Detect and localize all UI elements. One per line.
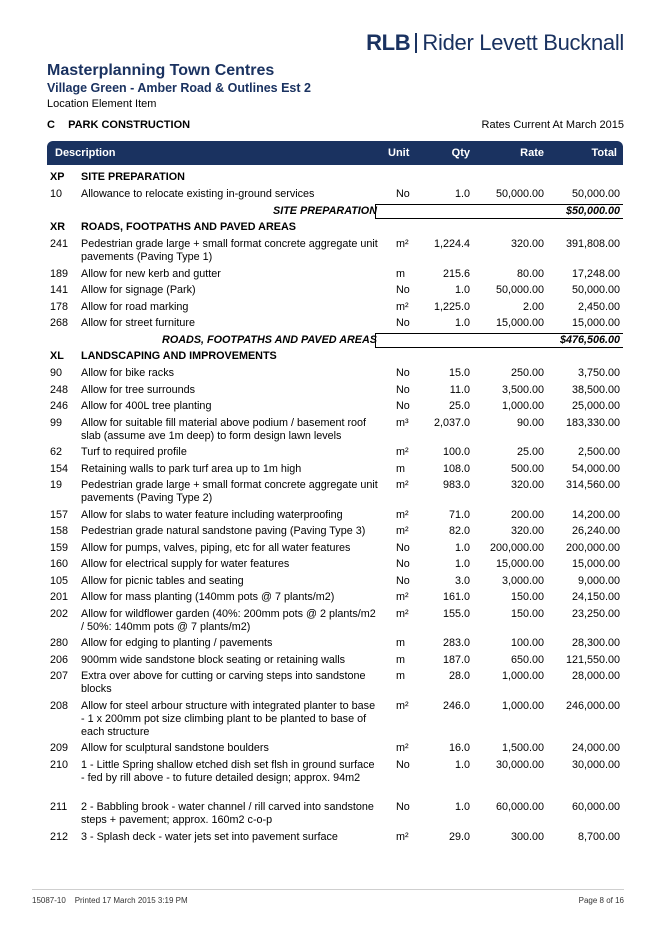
- item-total: 30,000.00: [571, 758, 620, 771]
- table-row: [47, 509, 623, 526]
- company-logo: [366, 30, 624, 56]
- item-total: 8,700.00: [577, 830, 620, 843]
- item-description: 3 - Splash deck - water jets set into pavement surface: [81, 830, 338, 843]
- item-description: 900mm wide sandstone block seating or retaining walls: [81, 653, 346, 666]
- item-qty: 100.0: [442, 446, 470, 458]
- item-code: 157: [50, 508, 69, 521]
- item-unit: m: [396, 462, 405, 475]
- item-description: Allow for wildflower garden (40%: 200mm pots @ 2 plants/m2 / 50%: 140mm pots @ 7 plants/m2): [81, 607, 376, 633]
- table-row: [47, 188, 623, 205]
- item-rate: 30,000.00: [495, 758, 544, 771]
- table-row: [47, 367, 623, 384]
- item-unit: m²: [396, 446, 409, 458]
- item-code: 201: [50, 591, 69, 603]
- item-total: 314,560.00: [565, 479, 620, 491]
- item-description: Retaining walls to park turf area up to 1m high: [81, 462, 302, 475]
- item-total: 391,808.00: [565, 238, 620, 250]
- item-code: 211: [50, 801, 68, 813]
- item-qty: 155.0: [442, 607, 470, 620]
- page-number: Page 8 of 16: [578, 896, 624, 905]
- table-row: [47, 525, 623, 542]
- item-total: 28,300.00: [571, 637, 620, 649]
- item-total: 24,000.00: [571, 742, 620, 754]
- item-code: 154: [50, 462, 69, 475]
- item-code: 241: [50, 238, 69, 250]
- logo-separator: [415, 33, 417, 53]
- item-rate: 1,500.00: [501, 742, 544, 754]
- rates-current: Rates Current At March 2015: [481, 119, 624, 131]
- item-description: Extra over above for cutting or carving steps into sandstone blocks: [81, 670, 366, 695]
- item-total: 15,000.00: [571, 558, 620, 570]
- item-total: 38,500.00: [571, 383, 620, 396]
- item-unit: No: [396, 574, 410, 587]
- table-row: [47, 670, 623, 700]
- item-code: 212: [50, 830, 69, 843]
- item-unit: m: [396, 267, 405, 280]
- item-description: Allow for sculptural sandstone boulders: [81, 742, 269, 754]
- item-rate: 1,000.00: [501, 400, 544, 412]
- item-rate: 150.00: [510, 607, 544, 620]
- item-qty: 1.0: [454, 758, 470, 771]
- item-unit: m²: [396, 607, 409, 620]
- column-unit: Unit: [388, 147, 410, 159]
- table-header: [47, 141, 623, 165]
- item-qty: 1.0: [454, 541, 470, 554]
- document-subtitle: Village Green - Amber Road & Outlines Est 2: [47, 81, 311, 95]
- item-rate: 3,000.00: [501, 574, 544, 587]
- table-row: [47, 637, 623, 654]
- group-title: LANDSCAPING AND IMPROVEMENTS: [81, 350, 277, 362]
- item-code: 160: [50, 558, 69, 570]
- item-unit: No: [396, 801, 410, 813]
- item-code: 268: [50, 317, 69, 329]
- item-rate: 15,000.00: [495, 317, 544, 329]
- item-description: Turf to required profile: [81, 446, 187, 458]
- item-qty: 161.0: [442, 591, 470, 603]
- item-code: 208: [50, 699, 69, 712]
- item-unit: m²: [396, 508, 409, 521]
- item-total: 17,248.00: [571, 267, 620, 280]
- item-qty: 71.0: [448, 508, 470, 521]
- table-row: [47, 268, 623, 285]
- column-qty: Qty: [451, 147, 470, 159]
- section-heading: [47, 119, 190, 131]
- table-row: [47, 608, 623, 638]
- item-total: 24,150.00: [571, 591, 620, 603]
- subtotal-row: [47, 334, 623, 351]
- table-row: [47, 384, 623, 401]
- item-rate: 320.00: [510, 238, 544, 250]
- item-description: Allow for street furniture: [81, 317, 196, 329]
- table-row: [47, 463, 623, 480]
- table-row: [47, 284, 623, 301]
- item-unit: m²: [396, 830, 409, 843]
- item-qty: 82.0: [448, 525, 470, 537]
- logo-abbr: RLB: [366, 30, 411, 55]
- column-description: Description: [55, 147, 116, 159]
- item-unit: m²: [396, 699, 409, 712]
- subtotal-label: ROADS, FOOTPATHS AND PAVED AREAS: [162, 333, 377, 346]
- item-unit: No: [396, 367, 410, 379]
- item-description: Allow for electrical supply for water features: [81, 558, 290, 570]
- item-qty: 15.0: [448, 367, 470, 379]
- item-description: Allow for suitable fill material above podium / basement roof slab (assume ave 1m deep) to form design lawn levels: [81, 416, 367, 442]
- item-qty: 283.0: [442, 637, 470, 649]
- item-code: 99: [50, 416, 63, 429]
- group-heading-row: [47, 221, 623, 238]
- item-total: 50,000.00: [571, 284, 620, 296]
- item-description: Allow for signage (Park): [81, 284, 196, 296]
- section-code: C: [47, 119, 55, 131]
- table-row: [47, 700, 623, 743]
- item-description: Pedestrian grade large + small format concrete aggregate unit pavements (Paving Type 1): [81, 238, 378, 263]
- group-heading-row: [47, 171, 623, 188]
- item-code: 280: [50, 637, 69, 649]
- item-description: 1 - Little Spring shallow etched dish set flsh in ground surface - fed by rill above - to future detailed design; approx. 94m2: [81, 758, 375, 784]
- item-total: 246,000.00: [565, 699, 620, 712]
- item-description: Allow for slabs to water feature including waterproofing: [81, 508, 343, 521]
- item-qty: 1.0: [454, 558, 470, 570]
- item-rate: 1,000.00: [501, 670, 544, 682]
- item-qty: 187.0: [442, 653, 470, 666]
- item-rate: 90.00: [516, 416, 544, 429]
- item-rate: 200,000.00: [489, 541, 544, 554]
- table-row: [47, 542, 623, 559]
- item-qty: 28.0: [448, 670, 470, 682]
- item-unit: m²: [396, 300, 409, 313]
- item-qty: 11.0: [449, 383, 470, 396]
- item-code: XP: [50, 171, 65, 183]
- footer-divider: [32, 889, 624, 890]
- item-rate: 150.00: [510, 591, 544, 603]
- item-qty: 108.0: [442, 462, 470, 475]
- item-rate: 80.00: [516, 267, 544, 280]
- item-unit: No: [396, 284, 410, 296]
- item-total: 2,450.00: [577, 300, 620, 313]
- item-total: 2,500.00: [577, 446, 620, 458]
- item-code: 10: [50, 188, 63, 200]
- location-label: Location Element Item: [47, 98, 157, 110]
- item-rate: 250.00: [510, 367, 544, 379]
- item-unit: m: [396, 637, 405, 649]
- column-rate: Rate: [520, 147, 544, 159]
- item-unit: No: [396, 188, 410, 200]
- item-rate: 15,000.00: [495, 558, 544, 570]
- printed-date: Printed 17 March 2015 3:19 PM: [74, 896, 188, 905]
- item-code: 248: [50, 383, 69, 396]
- item-rate: 500.00: [510, 462, 544, 475]
- group-title: ROADS, FOOTPATHS AND PAVED AREAS: [81, 221, 296, 233]
- item-code: 105: [50, 574, 69, 587]
- item-rate: 25.00: [516, 446, 544, 458]
- item-unit: m²: [396, 525, 409, 537]
- table-row: [47, 317, 623, 334]
- item-rate: 320.00: [510, 525, 544, 537]
- table-row: [47, 591, 623, 608]
- item-description: 2 - Babbling brook - water channel / rill carved into sandstone steps + pavement; approx. 160m2 c-o-p: [81, 801, 374, 826]
- item-description: Allow for pumps, valves, piping, etc for all water features: [81, 541, 351, 554]
- item-unit: No: [396, 758, 410, 771]
- item-description: Allow for mass planting (140mm pots @ 7 plants/m2): [81, 591, 335, 603]
- table-row: [47, 558, 623, 575]
- item-code: 246: [50, 400, 69, 412]
- item-code: 189: [50, 267, 69, 280]
- item-total: 14,200.00: [571, 508, 620, 521]
- item-qty: 1,225.0: [433, 300, 470, 313]
- item-code: 207: [50, 670, 69, 682]
- item-code: 178: [50, 300, 69, 313]
- table-row: [47, 742, 623, 759]
- document-title: Masterplanning Town Centres: [47, 62, 275, 79]
- item-rate: 50,000.00: [495, 284, 544, 296]
- item-rate: 60,000.00: [495, 801, 544, 813]
- item-total: 54,000.00: [571, 462, 620, 475]
- item-unit: m²: [396, 742, 409, 754]
- item-description: Allow for tree surrounds: [81, 383, 196, 396]
- item-qty: 1.0: [454, 317, 470, 329]
- item-total: 25,000.00: [571, 400, 620, 412]
- item-rate: 200.00: [510, 508, 544, 521]
- item-code: 19: [50, 479, 63, 491]
- item-unit: m²: [396, 238, 409, 250]
- item-unit: m³: [396, 416, 409, 429]
- item-description: Allow for new kerb and gutter: [81, 267, 221, 280]
- item-unit: m: [396, 670, 405, 682]
- item-unit: No: [396, 317, 410, 329]
- item-description: Pedestrian grade large + small format concrete aggregate unit pavements (Paving Type 2): [81, 479, 378, 504]
- item-unit: No: [396, 541, 410, 554]
- item-description: Allow for bike racks: [81, 367, 175, 379]
- item-code: 206: [50, 653, 69, 666]
- item-code: XL: [50, 350, 64, 362]
- item-qty: 2,037.0: [433, 416, 470, 429]
- item-unit: No: [396, 558, 410, 570]
- table-row: [47, 654, 623, 671]
- item-code: 62: [50, 446, 63, 458]
- item-total: 9,000.00: [577, 574, 620, 587]
- subtotal-row: [47, 205, 623, 222]
- section-name: PARK CONSTRUCTION: [68, 119, 191, 131]
- item-total: 3,750.00: [577, 367, 620, 379]
- item-description: Allow for steel arbour structure with integrated planter to base - 1 x 200mm pot size climbing plant to be planted to base of each structure: [81, 699, 376, 738]
- item-code: 90: [50, 367, 63, 379]
- item-code: 202: [50, 607, 69, 620]
- item-code: 209: [50, 742, 69, 754]
- item-rate: 1,000.00: [501, 699, 544, 712]
- column-total: Total: [591, 147, 617, 159]
- job-number: 15087-10: [32, 896, 66, 905]
- footer-printed: [32, 896, 188, 905]
- table-row: [47, 575, 623, 592]
- table-row: [47, 479, 623, 509]
- item-qty: 29.0: [448, 830, 470, 843]
- item-total: 200,000.00: [565, 541, 620, 554]
- item-unit: m: [396, 653, 405, 666]
- item-code: 141: [50, 284, 69, 296]
- subtotal-amount: $476,506.00: [559, 333, 620, 346]
- item-total: 121,550.00: [565, 653, 620, 666]
- item-rate: 100.00: [510, 637, 544, 649]
- item-rate: 2.00: [522, 300, 544, 313]
- item-qty: 16.0: [448, 742, 470, 754]
- item-qty: 983.0: [442, 479, 470, 491]
- item-code: XR: [50, 221, 65, 233]
- table-row: [47, 301, 623, 318]
- table-row: [47, 831, 623, 848]
- item-qty: 1,224.4: [433, 238, 470, 250]
- item-total: 183,330.00: [565, 416, 620, 429]
- item-qty: 215.6: [442, 267, 470, 280]
- item-description: Allowance to relocate existing in-ground services: [81, 188, 315, 200]
- item-description: Allow for edging to planting / pavements: [81, 637, 273, 649]
- item-rate: 650.00: [510, 653, 544, 666]
- item-total: 60,000.00: [571, 801, 620, 813]
- item-unit: No: [396, 400, 410, 412]
- item-qty: 3.0: [454, 574, 470, 587]
- subtotal-label: SITE PREPARATION: [273, 204, 377, 217]
- item-total: 23,250.00: [571, 607, 620, 620]
- table-row: [47, 417, 623, 447]
- subtotal-amount: $50,000.00: [565, 204, 620, 217]
- table-row: [47, 238, 623, 268]
- item-rate: 320.00: [510, 479, 544, 491]
- table-row: [47, 446, 623, 463]
- item-total: 26,240.00: [571, 525, 620, 537]
- item-rate: 300.00: [510, 830, 544, 843]
- item-description: Allow for picnic tables and seating: [81, 574, 244, 587]
- item-description: Allow for road marking: [81, 300, 189, 313]
- item-rate: 50,000.00: [495, 188, 544, 200]
- item-unit: m²: [396, 479, 409, 491]
- item-code: 210: [50, 758, 69, 771]
- group-heading-row: [47, 350, 623, 367]
- item-total: 50,000.00: [571, 188, 620, 200]
- item-qty: 1.0: [454, 801, 470, 813]
- item-description: Allow for 400L tree planting: [81, 400, 212, 412]
- item-qty: 1.0: [454, 188, 470, 200]
- item-total: 15,000.00: [571, 317, 620, 329]
- item-qty: 246.0: [442, 699, 470, 712]
- item-unit: m²: [396, 591, 409, 603]
- item-qty: 1.0: [454, 284, 470, 296]
- item-total: 28,000.00: [571, 670, 620, 682]
- group-title: SITE PREPARATION: [81, 171, 185, 183]
- item-qty: 25.0: [448, 400, 470, 412]
- table-row: [47, 400, 623, 417]
- item-unit: No: [396, 383, 410, 396]
- cost-table-body: [47, 171, 623, 847]
- logo-name: Rider Levett Bucknall: [422, 30, 624, 55]
- item-code: 158: [50, 525, 69, 537]
- item-description: Pedestrian grade natural sandstone paving (Paving Type 3): [81, 525, 366, 537]
- item-code: 159: [50, 541, 69, 554]
- table-row: [47, 801, 623, 831]
- item-rate: 3,500.00: [501, 383, 544, 396]
- table-row: [47, 759, 623, 802]
